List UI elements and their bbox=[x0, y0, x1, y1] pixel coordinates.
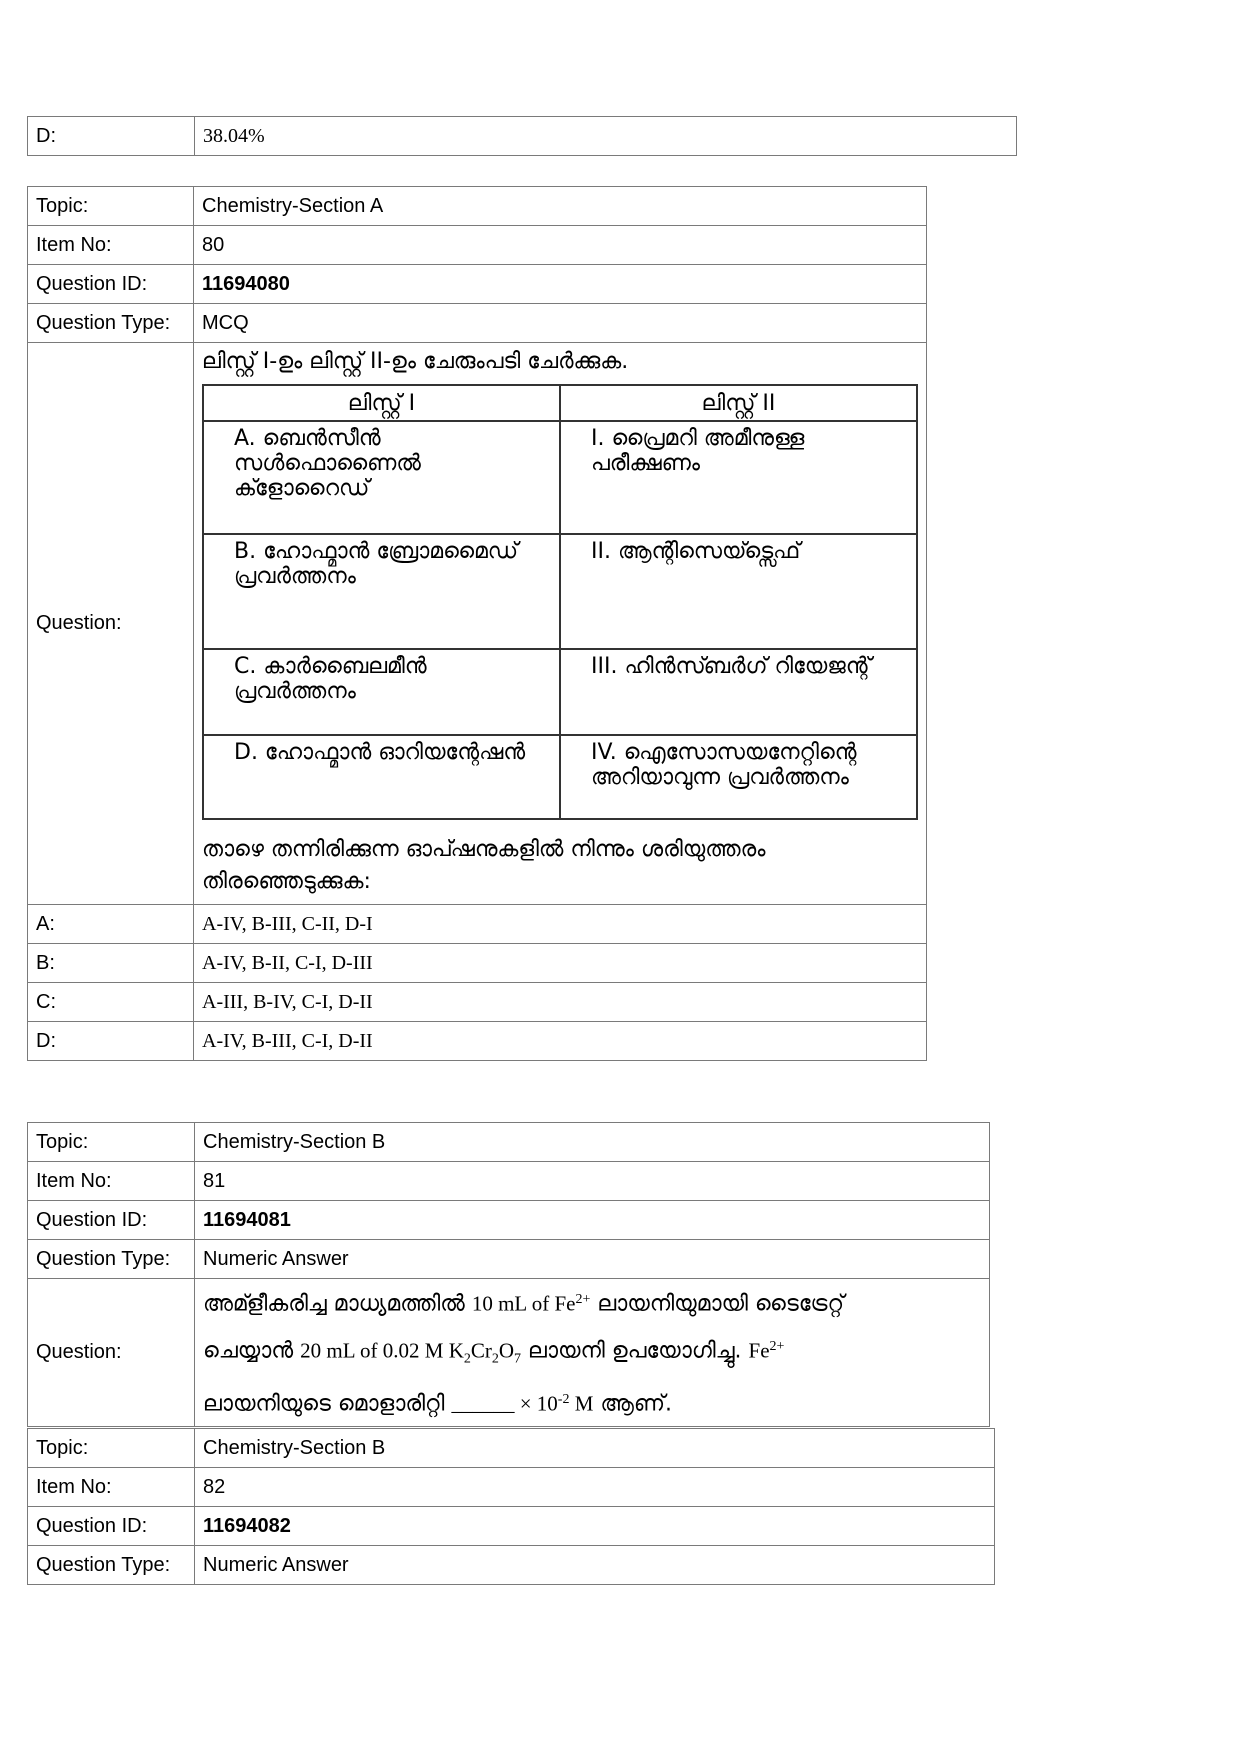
topic-value: Chemistry-Section A bbox=[194, 187, 927, 226]
option-row bbox=[28, 983, 927, 1022]
question-label: Question: bbox=[28, 343, 194, 905]
list1-item: B. ഹോഫ്മാൻ ബ്രോമമൈഡ് പ്രവർത്തനം bbox=[203, 534, 560, 649]
question-type-label: Question Type: bbox=[28, 1546, 195, 1585]
item-value: 81 bbox=[195, 1162, 990, 1201]
question-id-value: 11694080 bbox=[194, 265, 927, 304]
question-text: ലായനിയുടെ മൊളാരിറ്റി bbox=[203, 1391, 452, 1417]
option-row bbox=[28, 905, 927, 944]
list1-item: D. ഹോഫ്മാൻ ഓറിയന്റേഷൻ bbox=[203, 735, 560, 819]
item-label: Item No: bbox=[28, 226, 194, 265]
superscript: -2 bbox=[557, 1392, 570, 1408]
match-row bbox=[203, 534, 917, 649]
option-label: C: bbox=[28, 983, 194, 1022]
question-type-row bbox=[28, 1546, 995, 1585]
superscript: 2+ bbox=[575, 1292, 591, 1307]
option-value: 38.04% bbox=[195, 117, 1017, 156]
item-value: 82 bbox=[195, 1468, 995, 1507]
option-row bbox=[28, 117, 1017, 156]
question-line-1 bbox=[203, 1279, 981, 1326]
topic-label: Topic: bbox=[28, 1123, 195, 1162]
question-type-value: Numeric Answer bbox=[195, 1546, 995, 1585]
question-math: Fe bbox=[748, 1338, 770, 1363]
question-type-row bbox=[28, 304, 927, 343]
option-value: A-IV, B-III, C-I, D-II bbox=[194, 1022, 927, 1061]
topic-value: Chemistry-Section B bbox=[195, 1123, 990, 1162]
list2-item: I. പ്രൈമറി അമീനുള്ള പരീക്ഷണം bbox=[560, 421, 917, 534]
superscript: 2+ bbox=[769, 1338, 785, 1354]
answer-blank: ______ bbox=[451, 1391, 515, 1416]
topic-label: Topic: bbox=[28, 1429, 195, 1468]
question-line-2 bbox=[203, 1326, 981, 1380]
list1-item: A. ബെൻസീൻ സൾഫൊണൈൽ ക്ളോറൈഡ് bbox=[203, 421, 560, 534]
question-table-80 bbox=[27, 186, 927, 1061]
question-id-value: 11694081 bbox=[195, 1201, 990, 1240]
list2-header: ലിസ്റ്റ് II bbox=[560, 385, 917, 421]
list2-item: IV. ഐസോസയനേറ്റിന്റെ അറിയാവുന്ന പ്രവർത്തനം bbox=[560, 735, 917, 819]
match-header-row bbox=[203, 385, 917, 421]
question-math: 10 mL of Fe bbox=[471, 1291, 576, 1316]
list2-item: III. ഹിൻസ്ബർഗ് റിയേജന്റ് bbox=[560, 649, 917, 735]
list1-header: ലിസ്റ്റ് I bbox=[203, 385, 560, 421]
question-type-value: MCQ bbox=[194, 304, 927, 343]
question-line-3 bbox=[203, 1379, 981, 1426]
question-text: അമ്ളീകരിച്ച മാധ്യമത്തിൽ bbox=[203, 1291, 472, 1317]
list2-item: II. ആന്റിസെയ്ട്സെഫ് bbox=[560, 534, 917, 649]
question-outro: താഴെ തന്നിരിക്കുന്ന ഓപ്ഷനുകളിൽ നിന്നും ശരിയുത്തരം തിരഞ്ഞെടുക്കുക: bbox=[202, 837, 766, 894]
question-text: ആണ്. bbox=[593, 1391, 673, 1417]
question-id-label: Question ID: bbox=[28, 265, 194, 304]
option-row bbox=[28, 1022, 927, 1061]
subscript: 2 bbox=[463, 1351, 471, 1367]
item-value: 80 bbox=[194, 226, 927, 265]
topic-label: Topic: bbox=[28, 187, 194, 226]
topic-row bbox=[28, 1123, 990, 1162]
item-row bbox=[28, 226, 927, 265]
match-row bbox=[203, 649, 917, 735]
question-table-82 bbox=[27, 1428, 995, 1585]
question-id-value: 11694082 bbox=[195, 1507, 995, 1546]
item-row bbox=[28, 1468, 995, 1507]
option-label: B: bbox=[28, 944, 194, 983]
option-label: D: bbox=[28, 117, 195, 156]
item-label: Item No: bbox=[28, 1162, 195, 1201]
question-text: ലായനിയുമായി ടൈട്രേറ്റ് bbox=[590, 1291, 845, 1317]
match-table bbox=[202, 384, 918, 820]
question-label: Question: bbox=[28, 1279, 195, 1427]
question-body bbox=[194, 343, 927, 905]
question-math: Cr bbox=[470, 1338, 492, 1363]
option-value: A-III, B-IV, C-I, D-II bbox=[194, 983, 927, 1022]
question-row bbox=[28, 1279, 990, 1427]
topic-value: Chemistry-Section B bbox=[195, 1429, 995, 1468]
subscript: 7 bbox=[514, 1351, 522, 1367]
item-label: Item No: bbox=[28, 1468, 195, 1507]
question-math: O bbox=[498, 1338, 515, 1363]
question-text: ചെയ്യാൻ bbox=[203, 1338, 301, 1364]
question-type-label: Question Type: bbox=[28, 1240, 195, 1279]
prev-question-table bbox=[27, 116, 1017, 156]
topic-row bbox=[28, 1429, 995, 1468]
option-value: A-IV, B-III, C-II, D-I bbox=[194, 905, 927, 944]
option-label: D: bbox=[28, 1022, 194, 1061]
question-math: M bbox=[569, 1391, 594, 1416]
subscript: 2 bbox=[491, 1351, 499, 1367]
question-type-value: Numeric Answer bbox=[195, 1240, 990, 1279]
option-label: A: bbox=[28, 905, 194, 944]
match-row bbox=[203, 421, 917, 534]
question-type-label: Question Type: bbox=[28, 304, 194, 343]
question-id-label: Question ID: bbox=[28, 1201, 195, 1240]
question-math: 20 mL of 0.02 M K bbox=[300, 1338, 464, 1363]
list1-item: C. കാർബൈലമീൻ പ്രവർത്തനം bbox=[203, 649, 560, 735]
question-id-row bbox=[28, 265, 927, 304]
question-id-row bbox=[28, 1507, 995, 1546]
option-value: A-IV, B-II, C-I, D-III bbox=[194, 944, 927, 983]
question-row bbox=[28, 343, 927, 905]
question-math: × 10 bbox=[514, 1391, 558, 1416]
question-id-label: Question ID: bbox=[28, 1507, 195, 1546]
match-row bbox=[203, 735, 917, 819]
question-id-row bbox=[28, 1201, 990, 1240]
question-text: ലായനി ഉപയോഗിച്ചു. bbox=[521, 1338, 749, 1364]
topic-row bbox=[28, 187, 927, 226]
question-body bbox=[195, 1279, 990, 1427]
question-type-row bbox=[28, 1240, 990, 1279]
question-table-81 bbox=[27, 1122, 990, 1427]
item-row bbox=[28, 1162, 990, 1201]
question-intro: ലിസ്റ്റ് I-ഉം ലിസ്റ്റ് II-ഉം ചേരുംപടി ചേർക്കുക. bbox=[202, 349, 629, 374]
option-row bbox=[28, 944, 927, 983]
